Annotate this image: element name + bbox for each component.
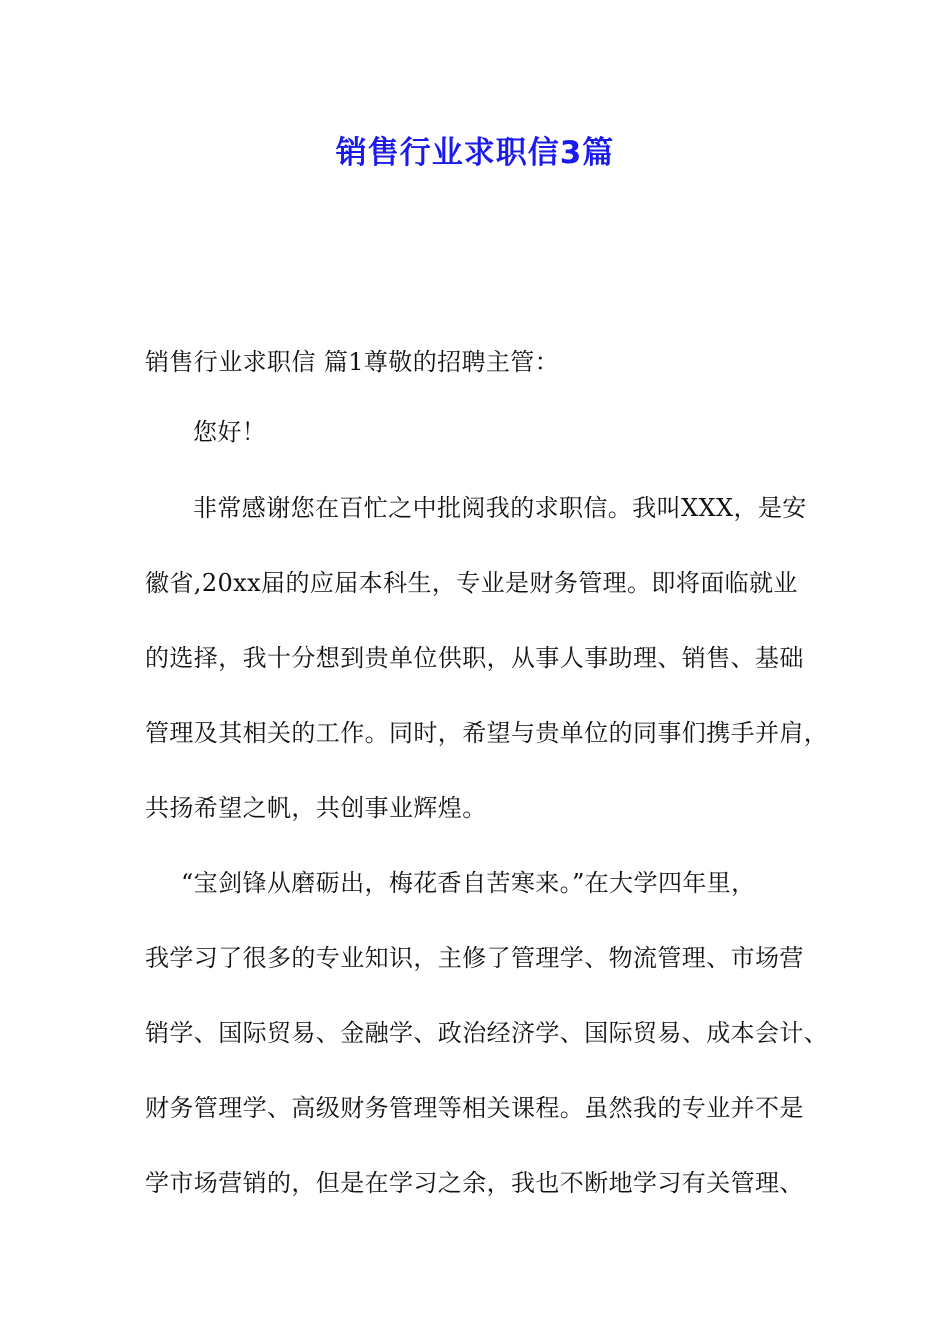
greeting-line: 您好！: [193, 418, 267, 446]
paragraph-2-line-5: 学市场营销的，但是在学习之余，我也不断地学习有关管理、: [145, 1169, 804, 1197]
paragraph-1-line-1: 非常感谢您在百忙之中批阅我的求职信。我叫XXX，是安: [193, 494, 807, 522]
paragraph-1-line-4: 管理及其相关的工作。同时，希望与贵单位的同事们携手并肩，: [145, 719, 829, 747]
paragraph-1-line-2: 徽省,20xx届的应届本科生，专业是财务管理。即将面临就业: [145, 569, 798, 597]
paragraph-1-line-5: 共扬希望之帆，共创事业辉煌。: [145, 794, 487, 822]
paragraph-2-line-4: 财务管理学、高级财务管理等相关课程。虽然我的专业并不是: [145, 1094, 804, 1122]
paragraph-2-line-2: 我学习了很多的专业知识，主修了管理学、物流管理、市场营: [145, 944, 804, 972]
paragraph-2-line-1: “宝剑锋从磨砺出，梅花香自苦寒来。”在大学四年里，: [181, 869, 756, 897]
document-title: 销售行业求职信3篇: [335, 135, 615, 171]
paragraph-2-line-3: 销学、国际贸易、金融学、政治经济学、国际贸易、成本会计、: [145, 1019, 829, 1047]
salutation-line: 销售行业求职信 篇1尊敬的招聘主管：: [145, 348, 560, 376]
paragraph-1-line-3: 的选择，我十分想到贵单位供职，从事人事助理、销售、基础: [145, 644, 804, 672]
document-body: [145, 333, 829, 1212]
